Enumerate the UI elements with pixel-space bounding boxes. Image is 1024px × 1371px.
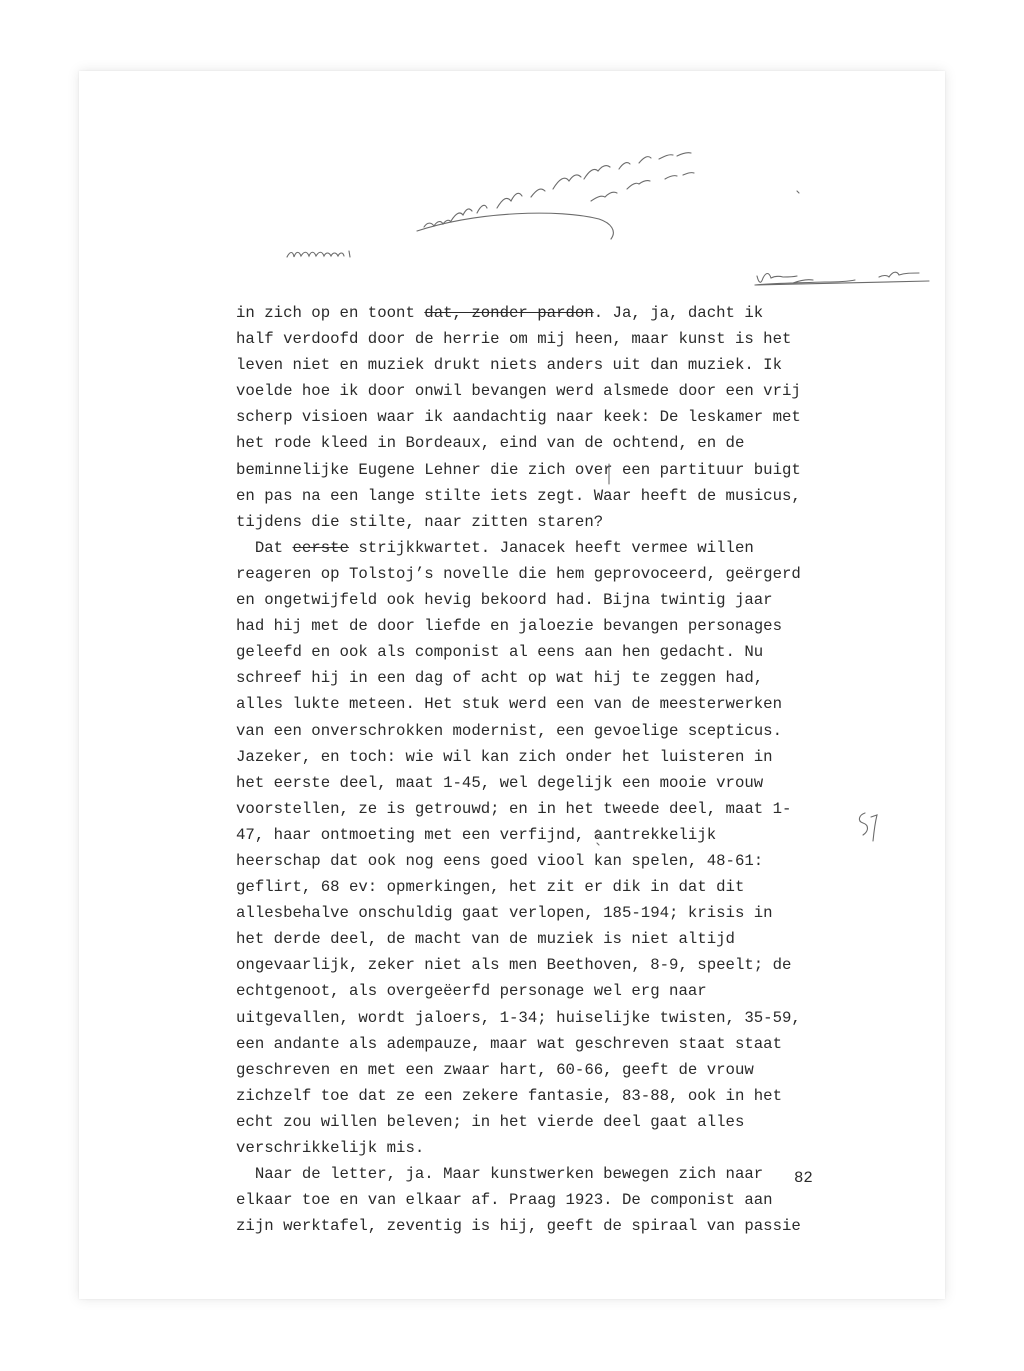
text-line bbox=[236, 822, 856, 848]
text-segment: en pas na een lange stilte iets zegt. Waar heeft de musicus, bbox=[236, 486, 801, 505]
text-segment: voelde hoe ik door onwil bevangen werd alsmede door een vrij bbox=[236, 382, 801, 401]
text-segment: beminnelijke Eugene Lehner die zich over een partituur buigt bbox=[236, 460, 801, 479]
text-segment: leven niet en muziek drukt niets anders uit dan muziek. Ik bbox=[236, 356, 783, 375]
text-line bbox=[236, 665, 856, 691]
text-line bbox=[236, 613, 856, 639]
text-segment: Dat bbox=[236, 538, 293, 557]
text-segment: strijkkwartet. Janacek heeft vermee willen bbox=[348, 538, 754, 557]
margin-scribble-right bbox=[755, 272, 919, 285]
text-line bbox=[236, 978, 856, 1004]
scribble-note-2 bbox=[591, 173, 694, 201]
text-line bbox=[236, 1187, 856, 1213]
scribble-dot bbox=[797, 191, 799, 193]
text-segment: had hij met de door liefde en jaloezie bevangen personages bbox=[236, 617, 783, 636]
text-segment: voorstellen, ze is getrouwd; en in het tweede deel, maat 1- bbox=[236, 799, 792, 818]
struck-text: dat, zonder pardon bbox=[424, 304, 594, 322]
text-line bbox=[236, 691, 856, 717]
text-line bbox=[236, 1005, 856, 1031]
text-line bbox=[236, 300, 856, 326]
text-segment: schreef hij in een dag of acht op wat hij te zeggen had, bbox=[236, 669, 764, 688]
text-line bbox=[236, 509, 856, 535]
text-segment: tijdens die stilte, naar zitten staren? bbox=[236, 512, 604, 531]
text-segment: geleefd en ook als componist al eens aan hen gedacht. Nu bbox=[236, 643, 764, 662]
text-segment: Naar de letter, ja. Maar kunstwerken bewegen zich naar bbox=[236, 1165, 764, 1184]
text-line bbox=[236, 587, 856, 613]
text-line bbox=[236, 430, 856, 456]
text-segment: verschrikkelijk mis. bbox=[236, 1139, 425, 1157]
text-line bbox=[236, 952, 856, 978]
text-segment: uitgevallen, wordt jaloers, 1-34; huiselijke twisten, 35-59, bbox=[236, 1008, 801, 1027]
text-segment: scherp visioen waar ik aandachtig naar keek: De leskamer met bbox=[236, 408, 801, 427]
text-segment: echtgenoot, als overgeëerfd personage wel erg naar bbox=[236, 982, 707, 1001]
text-segment: echt zou willen beleven; in het vierde deel gaat alles bbox=[236, 1112, 745, 1131]
text-line bbox=[236, 352, 856, 378]
typed-text-body bbox=[236, 300, 856, 1239]
text-line bbox=[236, 796, 856, 822]
text-line bbox=[236, 535, 856, 561]
text-line bbox=[236, 1213, 856, 1239]
text-line bbox=[236, 848, 856, 874]
text-segment: geschreven en met een zwaar hart, 60-66, geeft de vrouw bbox=[236, 1060, 754, 1079]
text-line bbox=[236, 404, 856, 430]
text-segment: elkaar toe en van elkaar af. Praag 1923. De componist aan bbox=[236, 1191, 773, 1210]
margin-note-57 bbox=[859, 813, 877, 841]
text-line bbox=[236, 483, 856, 509]
scribble-above-line2 bbox=[287, 251, 350, 257]
text-segment: in zich op en toont bbox=[236, 304, 425, 322]
text-line bbox=[236, 874, 856, 900]
text-line bbox=[236, 1161, 856, 1187]
text-segment: het derde deel, de macht van de muziek is niet altijd bbox=[236, 930, 735, 949]
text-line bbox=[236, 770, 856, 796]
manuscript-page bbox=[79, 71, 945, 1299]
text-segment: 47, haar ontmoeting met een verfijnd, aantrekkelijk bbox=[236, 825, 717, 844]
text-line bbox=[236, 1083, 856, 1109]
text-line bbox=[236, 1031, 856, 1057]
text-segment: Jazeker, en toch: wie wil kan zich onder het luisteren in bbox=[236, 747, 773, 766]
text-line bbox=[236, 718, 856, 744]
text-line bbox=[236, 1057, 856, 1083]
scribble-note-1 bbox=[424, 153, 691, 227]
text-segment: alles lukte meteen. Het stuk werd een van de meesterwerken bbox=[236, 695, 783, 714]
insertion-stroke bbox=[417, 213, 613, 239]
text-line bbox=[236, 926, 856, 952]
text-segment: van een onverschrokken modernist, een gevoelige scepticus. bbox=[236, 721, 783, 740]
text-segment: heerschap dat ook nog eens goed viool kan spelen, 48-61: bbox=[236, 851, 764, 870]
text-line bbox=[236, 326, 856, 352]
text-line bbox=[236, 900, 856, 926]
text-segment: zijn werktafel, zeventig is hij, geeft de spiraal van passie bbox=[236, 1217, 801, 1236]
text-segment: en ongetwijfeld ook hevig bekoord had. Bijna twintig jaar bbox=[236, 591, 773, 610]
text-line bbox=[236, 457, 856, 483]
text-segment: allesbehalve onschuldig gaat verlopen, 185-194; krisis in bbox=[236, 904, 773, 923]
text-segment: geflirt, 68 ev: opmerkingen, het zit er dik in dat dit bbox=[236, 878, 745, 897]
text-segment: het eerste deel, maat 1-45, wel degelijk een mooie vrouw bbox=[236, 773, 764, 792]
text-line bbox=[236, 639, 856, 665]
struck-text: eerste bbox=[292, 538, 349, 557]
text-line bbox=[236, 561, 856, 587]
text-line bbox=[236, 378, 856, 404]
text-segment: zichzelf toe dat ze een zekere fantasie, 83-88, ook in het bbox=[236, 1086, 783, 1105]
strike-through-margin bbox=[755, 281, 929, 285]
text-segment: het rode kleed in Bordeaux, eind van de ochtend, en de bbox=[236, 434, 745, 453]
page-number: 82 bbox=[794, 1169, 813, 1187]
text-segment: half verdoofd door de herrie om mij heen, maar kunst is het bbox=[236, 330, 792, 349]
text-line bbox=[236, 1109, 856, 1135]
text-segment: ongevaarlijk, zeker niet als men Beethoven, 8-9, speelt; de bbox=[236, 956, 792, 975]
text-segment: . Ja, ja, dacht ik bbox=[593, 304, 764, 322]
text-segment: reageren op Tolstoj’s novelle die hem geprovoceerd, geërgerd bbox=[236, 564, 801, 583]
text-line bbox=[236, 744, 856, 770]
text-line bbox=[236, 1135, 856, 1161]
text-segment: een andante als adempauze, maar wat geschreven staat staat bbox=[236, 1034, 783, 1053]
